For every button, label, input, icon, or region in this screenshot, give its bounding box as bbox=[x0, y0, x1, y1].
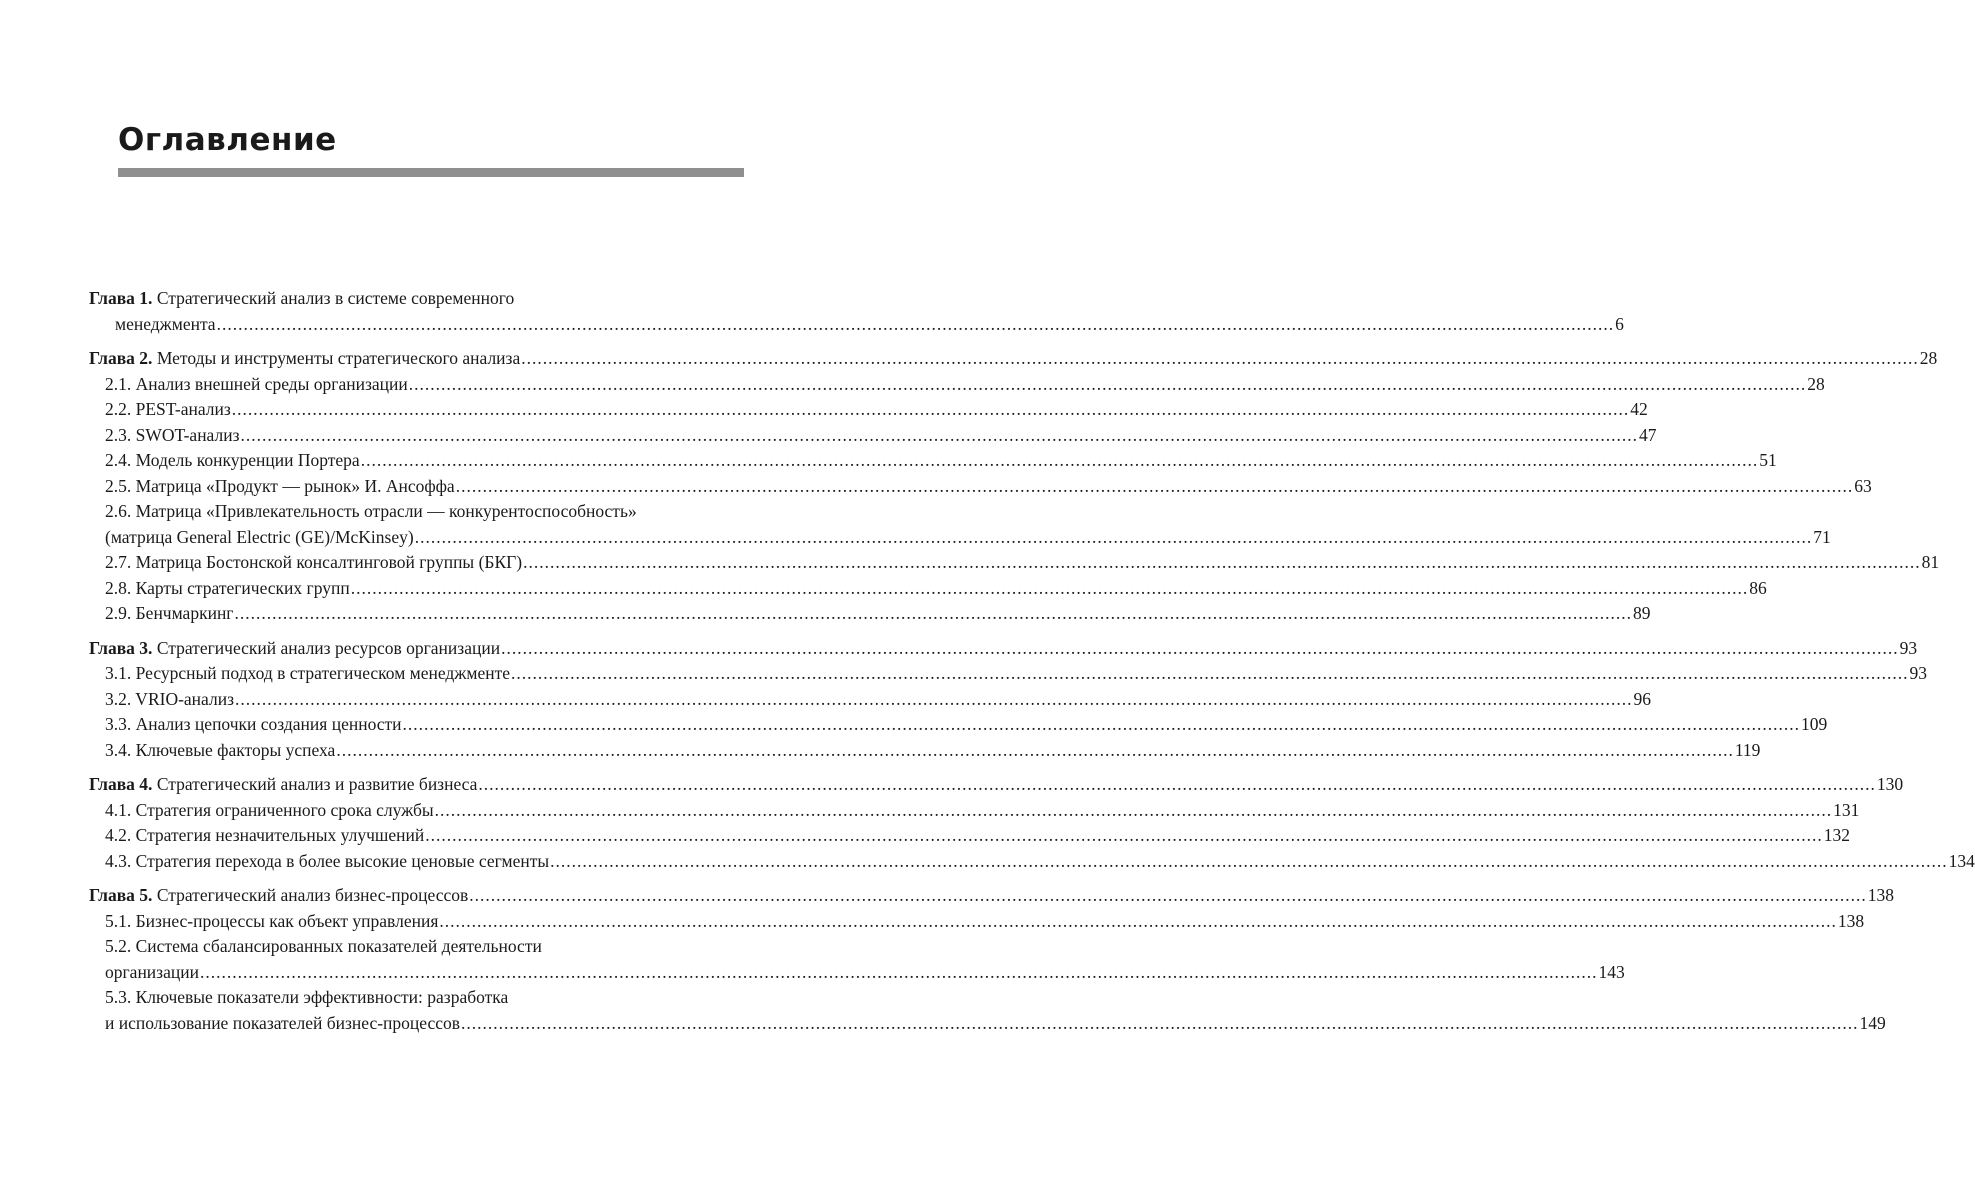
leader-dots bbox=[435, 798, 1833, 824]
leader-dots bbox=[501, 636, 1899, 662]
section-title: 4.2. Стратегия незначительных улучшений bbox=[105, 825, 425, 845]
leader-dots bbox=[409, 372, 1807, 398]
leader-dots bbox=[235, 601, 1633, 627]
leader-dots bbox=[241, 423, 1639, 449]
chapter-3 bbox=[89, 636, 1928, 764]
leader-dots bbox=[478, 772, 1876, 798]
chapter-label: Глава 3. bbox=[89, 637, 153, 658]
chapter-entry[interactable] bbox=[89, 772, 1904, 798]
chapter-entry[interactable] bbox=[89, 346, 1938, 372]
section-entry[interactable] bbox=[89, 474, 1872, 500]
page-number: 6 bbox=[1615, 313, 1624, 334]
section-title: 2.7. Матрица Бостонской консалтинговой группы (БКГ) bbox=[105, 552, 523, 572]
leader-dots bbox=[439, 909, 1837, 935]
section-entry-cont[interactable] bbox=[89, 525, 1831, 551]
chapter-title: Стратегический анализ и развитие бизнеса bbox=[156, 774, 478, 794]
section-title: 5.1. Бизнес-процессы как объект управления bbox=[105, 910, 439, 931]
chapter-label: Глава 1. bbox=[89, 288, 153, 308]
section-entry[interactable] bbox=[89, 372, 1825, 398]
section-title: 2.5. Матрица «Продукт — рынок» И. Ансоффа bbox=[105, 475, 455, 496]
leader-dots bbox=[232, 397, 1630, 423]
section-entry[interactable] bbox=[89, 934, 744, 960]
page-number: 28 bbox=[1919, 348, 1938, 368]
page-number: 143 bbox=[1598, 961, 1625, 982]
chapter-1 bbox=[89, 286, 1624, 337]
section-title: 4.1. Стратегия ограниченного срока службы bbox=[105, 799, 434, 820]
section-title: 2.8. Карты стратегических групп bbox=[105, 577, 350, 598]
chapter-entry[interactable] bbox=[89, 883, 1895, 909]
section-title: 3.2. VRIO-анализ bbox=[105, 688, 234, 709]
leader-dots bbox=[550, 849, 1948, 875]
leader-dots bbox=[336, 738, 1734, 764]
leader-dots bbox=[403, 712, 1801, 738]
section-entry[interactable] bbox=[89, 550, 1940, 576]
section-title: 2.4. Модель конкуренции Портера bbox=[105, 450, 360, 470]
section-title: 2.3. SWOT-анализ bbox=[105, 424, 240, 445]
page-title: Оглавление bbox=[118, 122, 337, 158]
page-number: 149 bbox=[1859, 1012, 1886, 1033]
leader-dots bbox=[469, 883, 1867, 909]
chapter-entry[interactable] bbox=[89, 636, 1918, 662]
page-number: 134 bbox=[1948, 850, 1975, 871]
chapter-entry[interactable] bbox=[89, 286, 744, 312]
chapter-5 bbox=[89, 883, 1895, 1036]
page-number: 42 bbox=[1630, 399, 1648, 419]
page-number: 131 bbox=[1833, 799, 1860, 820]
page-number: 51 bbox=[1759, 450, 1777, 470]
section-title: 2.9. Бенчмаркинг bbox=[105, 603, 234, 623]
leader-dots bbox=[456, 474, 1854, 500]
section-entry[interactable] bbox=[89, 738, 1761, 764]
section-entry[interactable] bbox=[89, 397, 1648, 423]
leader-dots bbox=[521, 346, 1919, 372]
chapter-title: Методы и инструменты стратегического анализа bbox=[156, 348, 521, 368]
section-entry[interactable] bbox=[89, 823, 1850, 849]
leader-dots bbox=[235, 687, 1633, 713]
chapter-title: Стратегический анализ в системе современного bbox=[156, 288, 515, 308]
chapter-title: Стратегический анализ ресурсов организации bbox=[156, 637, 501, 658]
section-title: 4.3. Стратегия перехода в более высокие ценовые сегменты bbox=[105, 850, 550, 871]
page-number: 71 bbox=[1813, 526, 1831, 547]
page-number: 93 bbox=[1899, 637, 1918, 658]
section-title: 3.1. Ресурсный подход в стратегическом менеджменте bbox=[105, 663, 511, 683]
page-number: 119 bbox=[1734, 739, 1761, 760]
section-title: 2.1. Анализ внешней среды организации bbox=[105, 373, 408, 394]
leader-dots bbox=[511, 661, 1909, 687]
section-title-cont: организации bbox=[105, 961, 199, 982]
page-number: 28 bbox=[1807, 373, 1825, 394]
section-title: 3.4. Ключевые факторы успеха bbox=[105, 739, 336, 760]
page-number: 86 bbox=[1749, 577, 1767, 598]
section-title: 2.2. PEST-анализ bbox=[105, 399, 231, 419]
page-number: 109 bbox=[1801, 714, 1828, 734]
section-entry[interactable] bbox=[89, 448, 1777, 474]
section-entry[interactable] bbox=[89, 909, 1865, 935]
section-entry[interactable] bbox=[89, 798, 1860, 824]
section-entry[interactable] bbox=[89, 712, 1828, 738]
section-title: 3.3. Анализ цепочки создания ценности bbox=[105, 714, 402, 734]
title-rule bbox=[118, 168, 744, 177]
chapter-entry-cont[interactable] bbox=[89, 312, 1624, 338]
page-number: 130 bbox=[1876, 774, 1904, 794]
page-number: 47 bbox=[1639, 424, 1657, 445]
section-title: 5.2. Система сбалансированных показателей деятельности bbox=[105, 936, 542, 956]
page-number: 93 bbox=[1909, 663, 1928, 683]
section-entry[interactable] bbox=[89, 601, 1651, 627]
page-number: 138 bbox=[1867, 885, 1895, 905]
chapter-title: Стратегический анализ бизнес-процессов bbox=[156, 885, 469, 905]
chapter-title-cont: менеджмента bbox=[115, 313, 216, 334]
chapter-label: Глава 5. bbox=[89, 885, 153, 905]
page-number: 132 bbox=[1823, 825, 1850, 845]
page-number: 96 bbox=[1633, 688, 1651, 709]
leader-dots bbox=[217, 312, 1615, 338]
chapter-label: Глава 2. bbox=[89, 348, 153, 368]
section-entry[interactable] bbox=[89, 985, 744, 1011]
section-entry[interactable] bbox=[89, 661, 1928, 687]
leader-dots bbox=[425, 823, 1823, 849]
leader-dots bbox=[415, 525, 1813, 551]
section-entry[interactable] bbox=[89, 499, 744, 525]
section-entry[interactable] bbox=[89, 849, 1975, 875]
leader-dots bbox=[461, 1011, 1859, 1037]
page-number: 63 bbox=[1854, 475, 1872, 496]
section-title: 2.6. Матрица «Привлекательность отрасли — конкурентоспособность» bbox=[105, 501, 637, 521]
chapter-2 bbox=[89, 346, 1940, 627]
chapter-label: Глава 4. bbox=[89, 774, 153, 794]
page-number: 81 bbox=[1921, 552, 1940, 572]
section-title: 5.3. Ключевые показатели эффективности: разработка bbox=[105, 987, 509, 1007]
section-entry[interactable] bbox=[89, 687, 1651, 713]
table-of-contents bbox=[89, 286, 1975, 1045]
leader-dots bbox=[523, 550, 1921, 576]
section-entry[interactable] bbox=[89, 423, 1657, 449]
section-title-cont: (матрица General Electric (GE)/McKinsey) bbox=[105, 526, 414, 547]
leader-dots bbox=[200, 960, 1598, 986]
chapter-4 bbox=[89, 772, 1975, 874]
section-entry-cont[interactable] bbox=[89, 960, 1625, 986]
page-number: 89 bbox=[1633, 603, 1651, 623]
page-number: 138 bbox=[1837, 910, 1865, 931]
section-title-cont: и использование показателей бизнес-процессов bbox=[105, 1012, 461, 1033]
section-entry[interactable] bbox=[89, 576, 1767, 602]
leader-dots bbox=[361, 448, 1759, 474]
section-entry-cont[interactable] bbox=[89, 1011, 1886, 1037]
leader-dots bbox=[351, 576, 1749, 602]
